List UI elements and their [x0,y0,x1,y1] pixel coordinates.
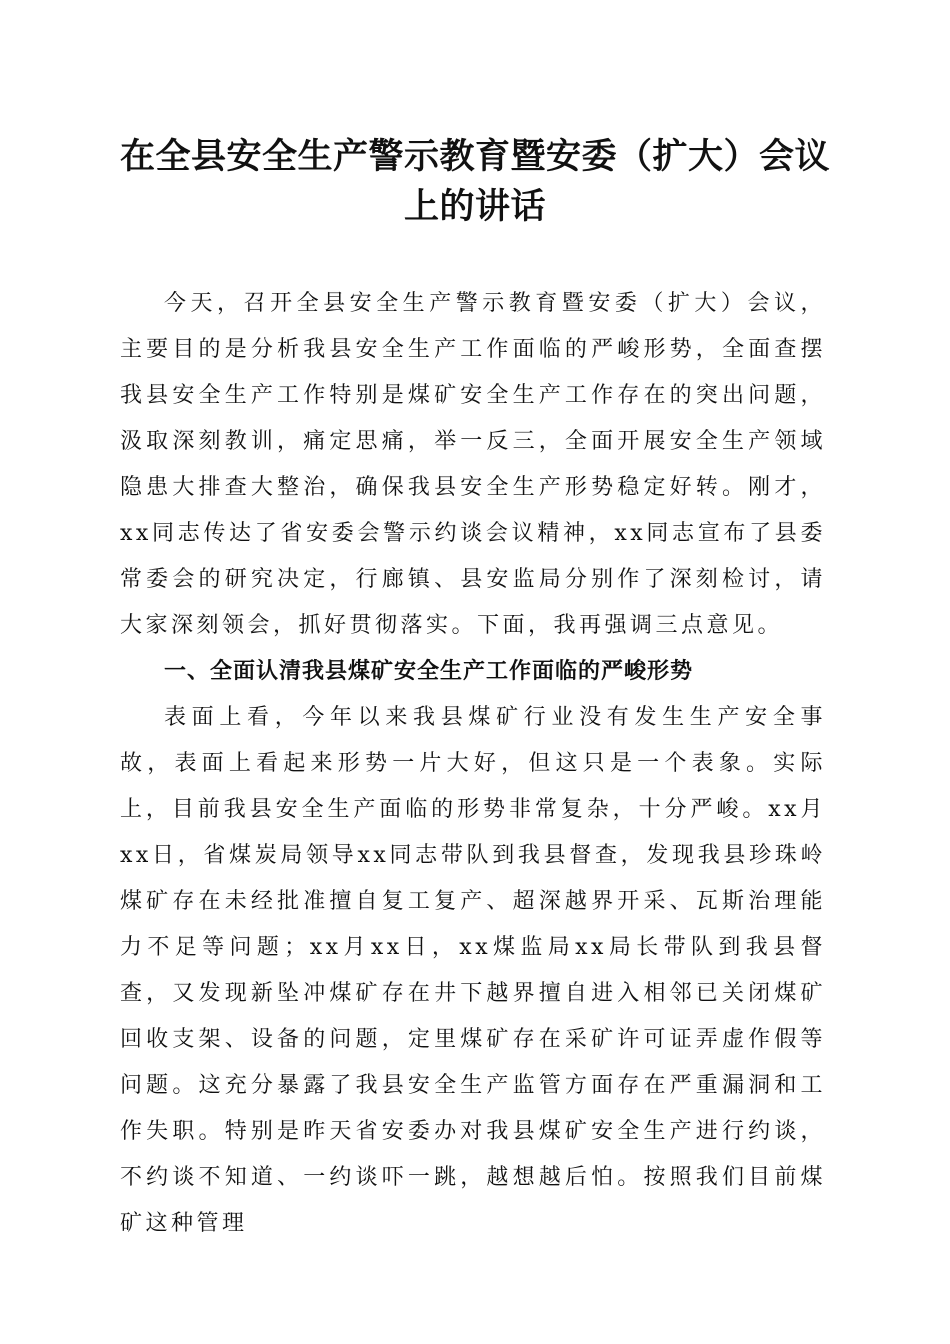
intro-paragraph: 今天，召开全县安全生产警示教育暨安委（扩大）会议，主要目的是分析我县安全生产工作面临的严峻形势，全面查摆我县安全生产工作特别是煤矿安全生产工作存在的突出问题，汲取深刻教训，痛定思痛，举一反三，全面开展安全生产领域隐患大排查大整治，确保我县安全生产形势稳定好转。刚才，xx同志传达了省安委会警示约谈会议精神，xx同志宣布了县委常委会的研究决定，行廊镇、县安监局分别作了深刻检讨，请大家深刻领会，抓好贯彻落实。下面，我再强调三点意见。 [120,291,826,638]
section-heading-1: 一、全面认清我县煤矿安全生产工作面临的严峻形势 [164,659,694,684]
section-1-paragraph: 表面上看，今年以来我县煤矿行业没有发生生产安全事故，表面上看起来形势一片大好，但这只是一个表象。实际上，目前我县安全生产面临的形势非常复杂，十分严峻。xx月xx日，省煤炭局领导xx同志带队到我县督查，发现我县珍珠岭煤矿存在未经批准擅自复工复产、超深越界开采、瓦斯治理能力不足等问题；xx月xx日，xx煤监局xx局长带队到我县督查，又发现新坠冲煤矿存在井下越界擅自进入相邻已关闭煤矿回收支架、设备的问题，定里煤矿存在采矿许可证弄虚作假等问题。这充分暴露了我县安全生产监管方面存在严重漏洞和工作失职。特别是昨天省安委办对我县煤矿安全生产进行约谈，不约谈不知道、一约谈吓一跳，越想越后怕。按照我们目前煤矿这种管理 [120,705,826,1236]
document-title [100,132,850,232]
title-line-2: 上的讲话 [403,186,546,227]
title-line-1: 在全县安全生产警示教育暨安委（扩大）会议 [119,136,830,177]
document-body [120,281,826,1247]
